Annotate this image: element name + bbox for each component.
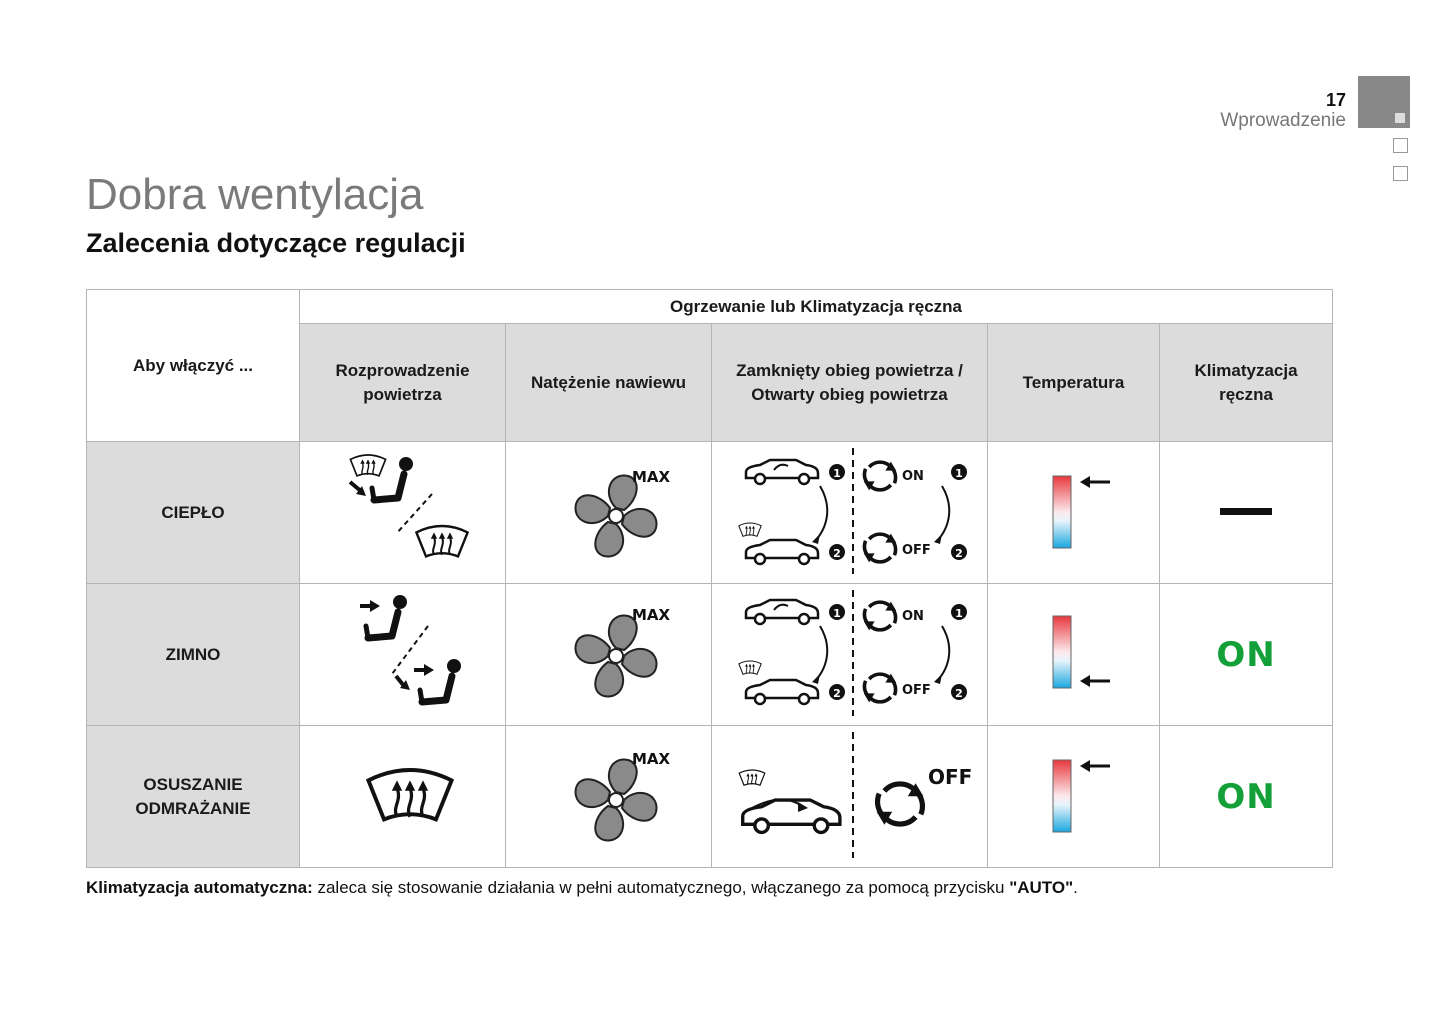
manual-ac-cell xyxy=(1160,726,1333,868)
fan-max-icon xyxy=(506,584,712,720)
svg-text:2: 2 xyxy=(833,687,841,700)
svg-text:1: 1 xyxy=(955,607,963,620)
footer-note xyxy=(86,878,1078,898)
fan-speed-cell xyxy=(506,442,712,584)
temperature-cold-icon xyxy=(988,584,1160,720)
page-title: Dobra wentylacja xyxy=(86,170,424,219)
row-label-defrost: OSUSZANIE ODMRAŻANIE xyxy=(87,726,300,868)
table-row xyxy=(87,584,1333,726)
table-row xyxy=(87,726,1333,868)
footer-lead: Klimatyzacja automatyczna: xyxy=(86,878,313,897)
svg-text:ON: ON xyxy=(902,469,924,484)
recirculation-sequence-icon xyxy=(712,442,988,578)
recirculation-cell xyxy=(712,442,988,584)
svg-text:1: 1 xyxy=(955,467,963,480)
car-closed-icon xyxy=(746,460,818,484)
car-fresh-air-icon xyxy=(746,540,818,564)
recirculation-cell xyxy=(712,726,988,868)
recirculation-on-icon xyxy=(864,462,896,491)
manual-ac-cell xyxy=(1160,442,1333,584)
fan-max-icon xyxy=(506,726,712,862)
fan-speed-cell xyxy=(506,726,712,868)
air-distribution-face-icon xyxy=(300,584,506,720)
column-header-manual-ac: Klimatyzacja ręczna xyxy=(1160,324,1333,442)
column-header-recirculation: Zamknięty obieg powietrza / Otwarty obieg powietrza xyxy=(712,324,988,442)
ac-off-dash-icon xyxy=(1160,442,1333,578)
column-header-air-distribution: Rozprowadzenie powietrza xyxy=(300,324,506,442)
svg-text:OFF: OFF xyxy=(928,765,973,789)
recirculation-sequence-icon xyxy=(712,584,988,720)
ac-on-indicator: ON xyxy=(1216,634,1276,675)
chapter-tab[interactable] xyxy=(1393,138,1408,153)
temperature-hot-icon xyxy=(988,442,1160,578)
fan-speed-cell xyxy=(506,584,712,726)
corner-label: Aby włączyć ... xyxy=(87,290,300,442)
svg-text:OFF: OFF xyxy=(902,683,931,698)
page-subtitle: Zalecenia dotyczące regulacji xyxy=(86,228,466,258)
page-number: 17 xyxy=(1325,90,1346,110)
temperature-cell xyxy=(988,584,1160,726)
recirculation-off-icon xyxy=(877,783,924,825)
max-label: MAX xyxy=(632,468,671,486)
temperature-cell xyxy=(988,442,1160,584)
row-label-heat: CIEPŁO xyxy=(87,442,300,584)
svg-text:2: 2 xyxy=(955,547,963,560)
air-distribution-cell xyxy=(300,726,506,868)
air-distribution-feet-windshield-icon xyxy=(300,442,506,578)
chapter-tab[interactable] xyxy=(1393,166,1408,181)
air-distribution-cell xyxy=(300,442,506,584)
footer-text: zaleca się stosowanie działania w pełni automatycznego, włączanego za pomocą przycisku xyxy=(312,878,1010,897)
temperature-hot-icon xyxy=(988,726,1160,862)
manual-ac-cell xyxy=(1160,584,1333,726)
footer-button-name: "AUTO" xyxy=(1009,878,1074,897)
svg-text:2: 2 xyxy=(833,547,841,560)
footer-end: . xyxy=(1073,878,1078,897)
settings-table xyxy=(86,289,1333,868)
table-row xyxy=(87,442,1333,584)
recirculation-cell xyxy=(712,584,988,726)
ac-on-indicator: ON xyxy=(1216,776,1276,817)
svg-text:ON: ON xyxy=(902,609,924,624)
fan-max-icon xyxy=(506,442,712,578)
group-header: Ogrzewanie lub Klimatyzacja ręczna xyxy=(300,290,1333,324)
air-distribution-cell xyxy=(300,584,506,726)
section-name: Wprowadzenie xyxy=(1220,110,1346,131)
recirculation-off-icon xyxy=(864,534,896,563)
temperature-cell xyxy=(988,726,1160,868)
row-label-cold: ZIMNO xyxy=(87,584,300,726)
svg-text:1: 1 xyxy=(833,607,841,620)
svg-text:MAX: MAX xyxy=(632,750,671,768)
svg-text:MAX: MAX xyxy=(632,606,671,624)
svg-text:OFF: OFF xyxy=(902,543,931,558)
column-header-fan-speed: Natężenie nawiewu xyxy=(506,324,712,442)
tab-marker xyxy=(1395,113,1405,123)
fresh-air-recirculation-off-icon xyxy=(712,726,988,862)
chapter-tab-active[interactable] xyxy=(1358,76,1410,128)
windshield-defrost-icon xyxy=(300,726,506,862)
svg-text:2: 2 xyxy=(955,687,963,700)
svg-text:1: 1 xyxy=(833,467,841,480)
column-header-temperature: Temperatura xyxy=(988,324,1160,442)
